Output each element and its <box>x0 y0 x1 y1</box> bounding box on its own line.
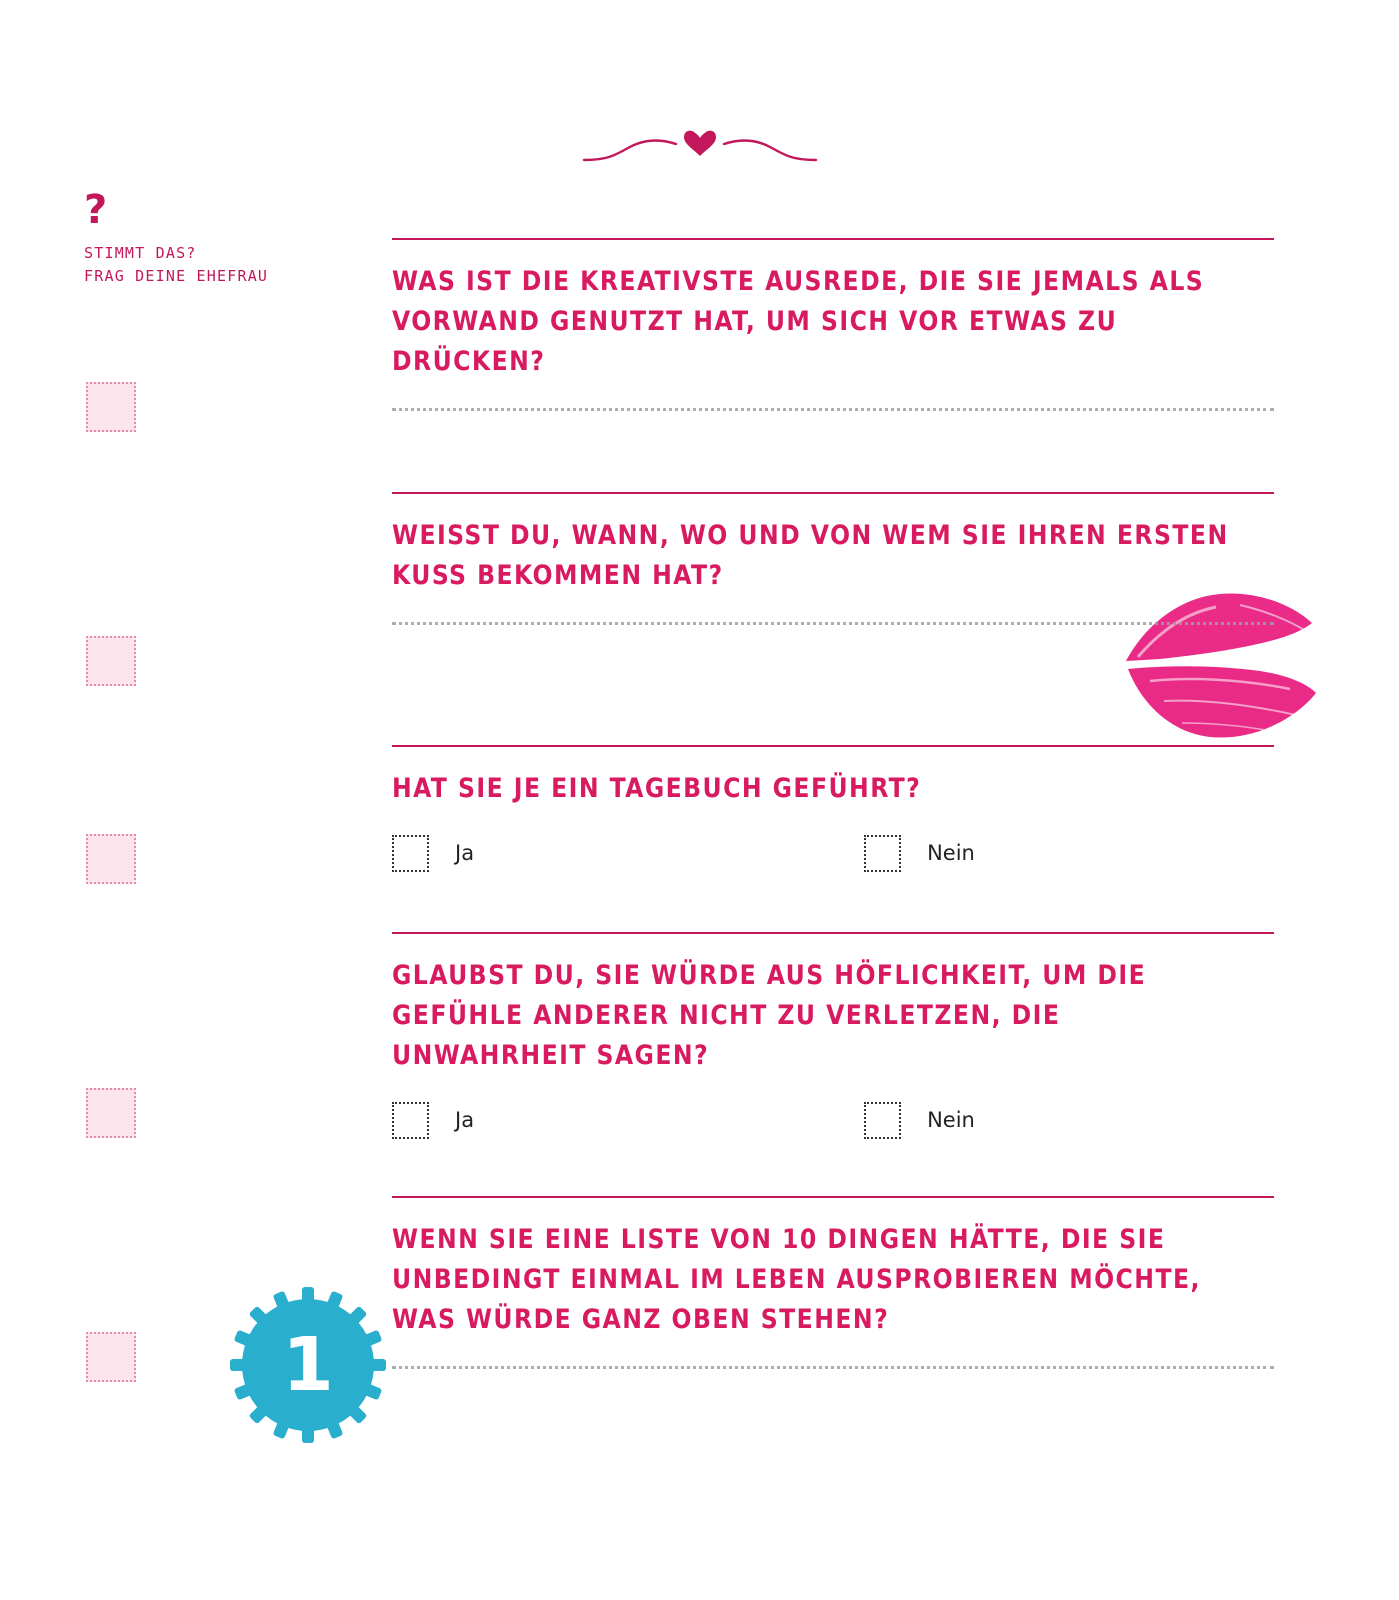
question-block-4 <box>392 932 1274 1139</box>
question-marker-5[interactable] <box>86 1332 136 1382</box>
divider-rule <box>392 1196 1274 1198</box>
divider-rule <box>392 492 1274 494</box>
heart-divider-ornament <box>0 118 1399 178</box>
chapter-number-badge <box>228 1285 388 1445</box>
yesno-row-3 <box>392 835 1274 872</box>
heart-divider-icon <box>580 126 820 170</box>
no-option-4[interactable] <box>864 1102 975 1139</box>
question-block-5 <box>392 1196 1274 1370</box>
divider-rule <box>392 745 1274 747</box>
no-option-3[interactable] <box>864 835 975 872</box>
question-marker-2[interactable] <box>86 636 136 686</box>
yes-label-3: Ja <box>455 841 475 866</box>
question-marker-1[interactable] <box>86 382 136 432</box>
question-text-4: GLAUBST DU, SIE WÜRDE AUS HÖFLICHKEIT, UM DIE GEFÜHLE ANDERER NICHT ZU VERLETZEN, DIE UNWAHRHEIT SAGEN? <box>392 960 1147 1071</box>
yes-option-3[interactable] <box>392 835 474 872</box>
answer-line-1[interactable] <box>392 408 1274 412</box>
checkbox-no-3[interactable] <box>864 835 901 872</box>
answer-line-5[interactable] <box>392 1366 1274 1370</box>
rail-label-line1: STIMMT DAS? <box>84 244 197 262</box>
badge-number: 1 <box>282 1322 334 1408</box>
question-block-1 <box>392 238 1274 412</box>
question-marker-4[interactable] <box>86 1088 136 1138</box>
question-marker-3[interactable] <box>86 834 136 884</box>
question-text-1: WAS IST DIE KREATIVSTE AUSREDE, DIE SIE JEMALS ALS VORWAND GENUTZT HAT, UM SICH VOR ETWAS ZU DRÜCKEN? <box>392 266 1205 377</box>
left-rail <box>84 187 344 289</box>
question-block-2 <box>392 492 1274 626</box>
no-label-3: Nein <box>927 841 975 866</box>
yes-label-4: Ja <box>455 1108 475 1133</box>
yes-option-4[interactable] <box>392 1102 474 1139</box>
checkbox-no-4[interactable] <box>864 1102 901 1139</box>
divider-rule <box>392 932 1274 934</box>
yesno-row-4 <box>392 1102 1274 1139</box>
question-text-5: WENN SIE EINE LISTE VON 10 DINGEN HÄTTE, DIE SIE UNBEDINGT EINMAL IM LEBEN AUSPROBIEREN MÖCHTE, WAS WÜRDE GANZ OBEN STEHEN? <box>392 1224 1201 1335</box>
question-mark-icon: ? <box>84 187 107 233</box>
rail-label-line2: FRAG DEINE EHEFRAU <box>84 267 269 286</box>
question-text-3: HAT SIE JE EIN TAGEBUCH GEFÜHRT? <box>392 773 922 804</box>
checkbox-yes-3[interactable] <box>392 835 429 872</box>
answer-line-2[interactable] <box>392 622 1274 626</box>
checkbox-yes-4[interactable] <box>392 1102 429 1139</box>
divider-rule <box>392 238 1274 240</box>
no-label-4: Nein <box>927 1108 975 1133</box>
question-text-2: WEISST DU, WANN, WO UND VON WEM SIE IHREN ERSTEN KUSS BEKOMMEN HAT? <box>392 520 1229 591</box>
question-block-3 <box>392 745 1274 872</box>
